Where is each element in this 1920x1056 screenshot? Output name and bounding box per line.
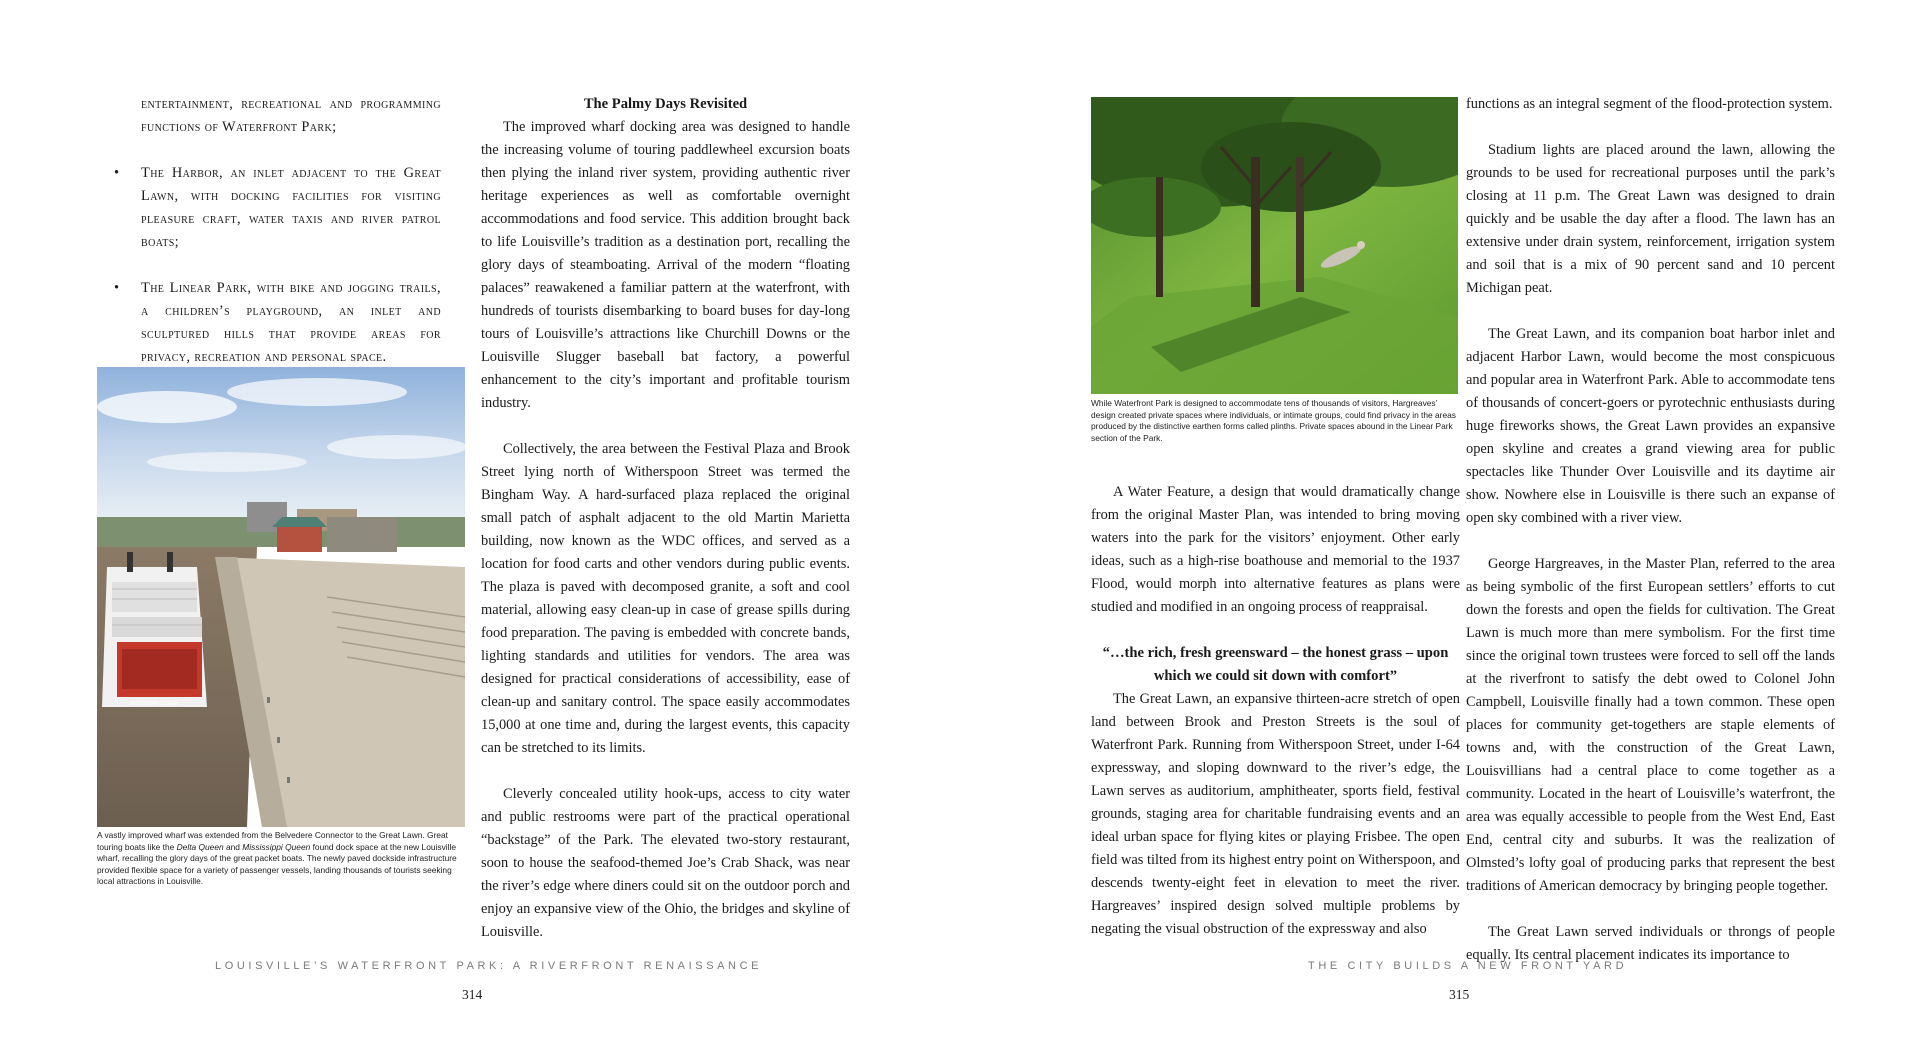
paragraph-harbor-lawn: The Great Lawn, and its companion boat harbor inlet and adjacent Harbor Lawn, would become the most conspicuous and popular area in Waterfront Park. Able to accommodate tens of thousands of concert-goers or pyrotechnic enthusiasts during huge fireworks shows, the Great Lawn provides an expansive open skyline and creates a grand viewing area for public spectacles like Thunder Over Louisville and its daytime air show. Nowhere else in Louisville is there such an expanse of open sky combined with a river view. bbox=[1466, 326, 1835, 526]
bullet-text: The Linear Park, with bike and jogging trails, a children’s playground, an inlet and sculptured hills that provide areas for privacy, recreation and personal space. bbox=[141, 280, 441, 365]
bullet-dot: • bbox=[114, 280, 120, 296]
bullet-text: The Harbor, an inlet adjacent to the Great Lawn, with docking facilities for visiting pleasure craft, water taxis and river patrol boats; bbox=[141, 165, 441, 250]
left-bullet-column bbox=[114, 93, 441, 392]
riverboat-shape bbox=[102, 552, 207, 707]
right-running-footer: THE CITY BUILDS A NEW FRONT YARD bbox=[1308, 960, 1628, 972]
left-running-footer: LOUISVILLE’S WATERFRONT PARK: A RIVERFRONT RENAISSANCE bbox=[215, 960, 763, 972]
right-page bbox=[960, 0, 1920, 1056]
bullet-continuation: entertainment, recreational and programming functions of Waterfront Park; bbox=[141, 96, 441, 135]
paragraph-great-lawn: The Great Lawn, an expansive thirteen-acre stretch of open land between Brook and Preston Streets is the soul of Waterfront Park. Running from Witherspoon Street, under I-64 expressway, and sloping downward to the river’s edge, the Lawn serves as auditorium, amphitheater, sports field, festival grounds, staging area for charitable fundraising events and an ideal urban space for flying kites or playing Frisbee. The open field was tilted from its highest entry point on Witherspoon, and descends twenty-eight feet in elevation to meet the river. Hargreaves’ inspired design solved multiple problems by negating the visual obstruction of the expressway and also bbox=[1091, 691, 1460, 937]
trees-photo-illustration bbox=[1091, 97, 1458, 394]
caption-text: found dock space at the new Louisville wharf, recalling the glory days of the great packet boats. The newly paved dockside infrastructure provided flexible space for a variety of passenger vessels, landing thousands of tourists seeking local attractions in Louisville. bbox=[97, 841, 457, 886]
left-main-column bbox=[481, 93, 850, 967]
bullet-item-linear-park bbox=[114, 277, 441, 369]
bullet-item-harbor bbox=[114, 162, 441, 254]
caption-text: and bbox=[223, 841, 243, 852]
section-heading: The Palmy Days Revisited bbox=[583, 96, 748, 112]
paragraph-served-individuals: The Great Lawn served individuals or throngs of people equally. Its central placement indicates its importance to bbox=[1466, 924, 1835, 963]
olmsted-quote: “…the rich, fresh greensward – the honest grass – upon which we could sit down with comfort” bbox=[1102, 645, 1449, 684]
paragraph-stadium-lights: Stadium lights are placed around the lawn, allowing the grounds to be used for recreational purposes until the park’s closing at 11 p.m. The Great Lawn was designed to drain quickly and be usable the day after a flood. The lawn has an extensive under drain system, reinforcement, irrigation system and soil that is a mix of 90 percent sand and 10 percent Michigan peat. bbox=[1466, 142, 1835, 296]
feature-bullet-list bbox=[114, 162, 441, 369]
paragraph-water-feature: A Water Feature, a design that would dramatically change from the original Master Plan, was intended to bring moving waters into the park for the visitors’ enjoyment. Other early ideas, such as a high-rise boathouse and memorial to the 1937 Flood, would morph into alternative features as plans were studied and modified in an ongoing process of reappraisal. bbox=[1091, 484, 1460, 615]
trees-photo-caption: While Waterfront Park is designed to accommodate tens of thousands of visitors, Hargreaves’ design created private spaces where individuals, or intimate groups, could find privacy in the areas produced by the distinctive earthen forms called plinths. Private spaces abound in the Linear Park section of the Park. bbox=[1091, 398, 1456, 443]
paragraph-utilities: Cleverly concealed utility hook-ups, access to city water and public restrooms were part of the practical operational “backstage” of the Park. The elevated two-story restaurant, soon to house the seafood-themed Joe’s Crab Shack, was near the river’s edge where diners could sit on the outdoor porch and enjoy an expansive view of the Ohio, the bridges and skyline of Louisville. bbox=[481, 786, 850, 940]
paragraph-hargreaves-master-plan: George Hargreaves, in the Master Plan, referred to the area as being symbolic of the first European settlers’ efforts to cut down the forests and open the fields for cultivation. The Great Lawn is much more than mere symbolism. For the first time since the original town trustees were forced to sell off the lands at the riverfront to satisfy the debt owed to Colonel John Campbell, Louisville finally had a town common. These open places for community get-togethers are staple elements of towns and, with the construction of the Great Lawn, Louisvillians had a central place to come together as a community. Located in the heart of Louisville’s waterfront, the area was equally accessible to people from the West End, East End, central city and suburbs. It was the realization of Olmsted’s lofty goal of producing parks that represent the best traditions of American democracy by bringing people together. bbox=[1466, 556, 1835, 894]
wharf-photo-caption bbox=[97, 830, 469, 888]
great-lawn-trees-photo bbox=[1091, 97, 1458, 394]
boat-name-text: MISSISSIPPI QUEEN bbox=[129, 701, 179, 707]
wharf-riverboat-photo bbox=[97, 367, 465, 827]
caption-boat-delta-queen: Delta Queen bbox=[176, 841, 224, 852]
paragraph-flood-protection: functions as an integral segment of the flood-protection system. bbox=[1466, 96, 1833, 112]
paragraph-wharf: The improved wharf docking area was designed to handle the increasing volume of touring paddlewheel excursion boats then plying the inland river system, providing authentic river heritage experiences as well as comfortable overnight accommodations and food service. This addition brought back to life Louisville’s tradition as a destination port, recalling the glory days of steamboating. Arrival of the modern “floating palaces” reawakened a familiar pattern at the waterfront, with hundreds of tourists disembarking to board buses for day-long tours of Louisville’s attractions like Churchill Downs or the Louisville Slugger baseball bat factory, a powerful enhancement to the city’s important and profitable tourism industry. bbox=[481, 119, 850, 411]
wharf-photo-illustration bbox=[97, 367, 465, 827]
bullet-dot: • bbox=[114, 165, 120, 181]
left-page-number: 314 bbox=[462, 987, 483, 1002]
caption-boat-mississippi-queen: Mississippi Queen bbox=[242, 841, 311, 852]
paragraph-bingham-way: Collectively, the area between the Festival Plaza and Brook Street lying north of Witherspoon Street was termed the Bingham Way. A hard-surfaced plaza replaced the original small patch of asphalt adjacent to the old Martin Marietta building, now known as the WDC offices, and served as a location for food carts and other vendors during public events. The plaza is paved with decomposed granite, a soft and cool material, allowing easy clean-up in case of grease spills during food preparation. The paving is embedded with concrete bands, lighting standards and utilities for vendors. The area was designed for practical considerations of accessibility, ease of clean-up and sanitary control. The space easily accommodates 15,000 at one time and, during the largest events, this capacity can be stretched to its limits. bbox=[481, 441, 850, 756]
right-left-column bbox=[1091, 481, 1460, 941]
right-right-column bbox=[1466, 93, 1835, 967]
caption-text: A vastly improved wharf was extended from the Belvedere Connector to the Great Lawn. Great touring boats like the bbox=[97, 830, 448, 852]
right-page-number: 315 bbox=[1449, 987, 1470, 1002]
